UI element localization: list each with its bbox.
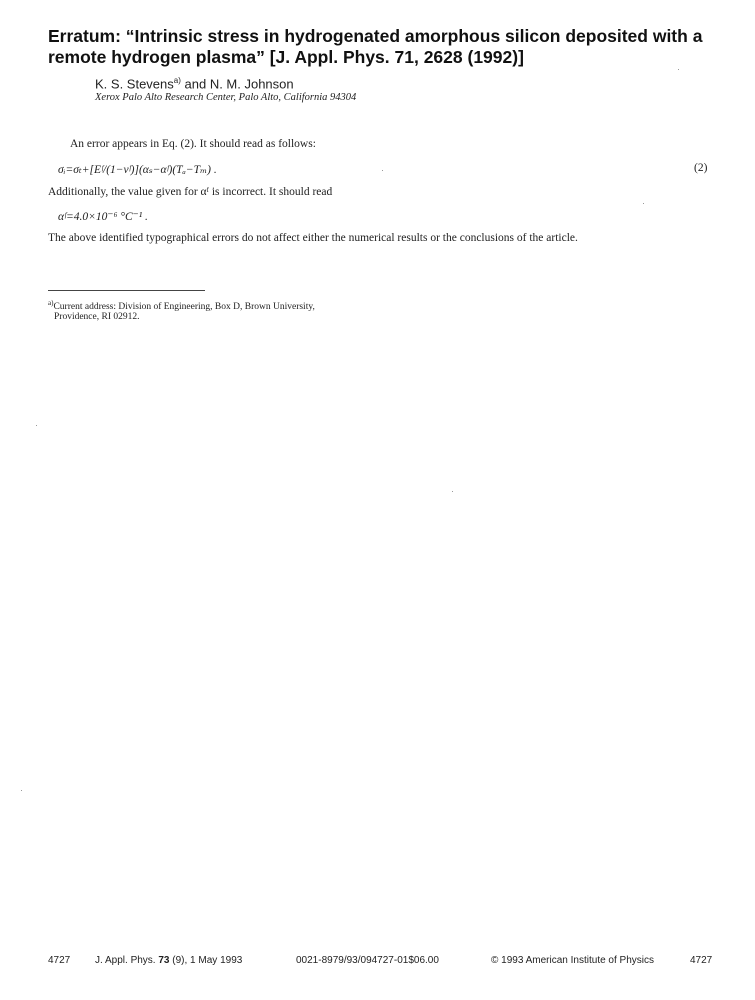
footer-journal: J. Appl. Phys. — [95, 955, 156, 966]
equation-number: (2) — [694, 162, 708, 174]
authors-joiner: and — [180, 76, 210, 92]
affiliation: Xerox Palo Alto Research Center, Palo Alto, California 94304 — [95, 92, 357, 103]
author-johnson: N. M. Johnson — [209, 76, 294, 92]
equation-alpha: αᶠ=4.0×10⁻⁶ °C⁻¹ . — [58, 211, 148, 223]
author-line — [95, 76, 294, 91]
author-footnote-mark: a) — [173, 76, 181, 85]
scan-speck — [678, 69, 679, 70]
footer-copyright: © 1993 American Institute of Physics — [491, 955, 655, 966]
scan-speck — [452, 491, 453, 492]
footer-issue: (9), 1 May 1993 — [172, 955, 243, 966]
scan-speck — [21, 790, 22, 791]
footnote-line-2: Providence, RI 02912. — [54, 312, 140, 322]
additional-text: Additionally, the value given for αᶠ is incorrect. It should read — [48, 186, 333, 198]
conclusion-text: The above identified typographical errors do not affect either the numerical results or the conclusions of the article. — [48, 232, 578, 244]
scan-speck — [382, 170, 383, 171]
equation-stress: σᵢ=σₜ+[Eᶠ/(1−νᶠ)](αₛ−αᶠ)(Tₐ−Tₘ) . — [58, 164, 217, 176]
footer-code: 0021-8979/93/094727-01$06.00 — [296, 955, 439, 966]
footnote-mark: a) — [48, 299, 54, 307]
scan-speck — [643, 203, 644, 204]
footer-citation — [95, 955, 242, 966]
footer-page-left: 4727 — [48, 955, 71, 966]
footer-volume: 73 — [158, 955, 170, 966]
footer-page-right: 4727 — [690, 955, 713, 966]
intro-text: An error appears in Eq. (2). It should read as follows: — [70, 138, 316, 150]
footnote-divider — [48, 290, 205, 291]
author-stevens: K. S. Stevens — [95, 76, 174, 92]
scan-speck — [36, 425, 37, 426]
footnote-text-1: Current address: Division of Engineering, Box D, Brown University, — [53, 302, 315, 313]
article-title: Erratum: “Intrinsic stress in hydrogenated amorphous silicon deposited with a remote hydrogen plasma” [J. Appl. Phys. 71, 2628 (1992)] — [48, 26, 703, 67]
footnote-line-1 — [48, 299, 315, 312]
